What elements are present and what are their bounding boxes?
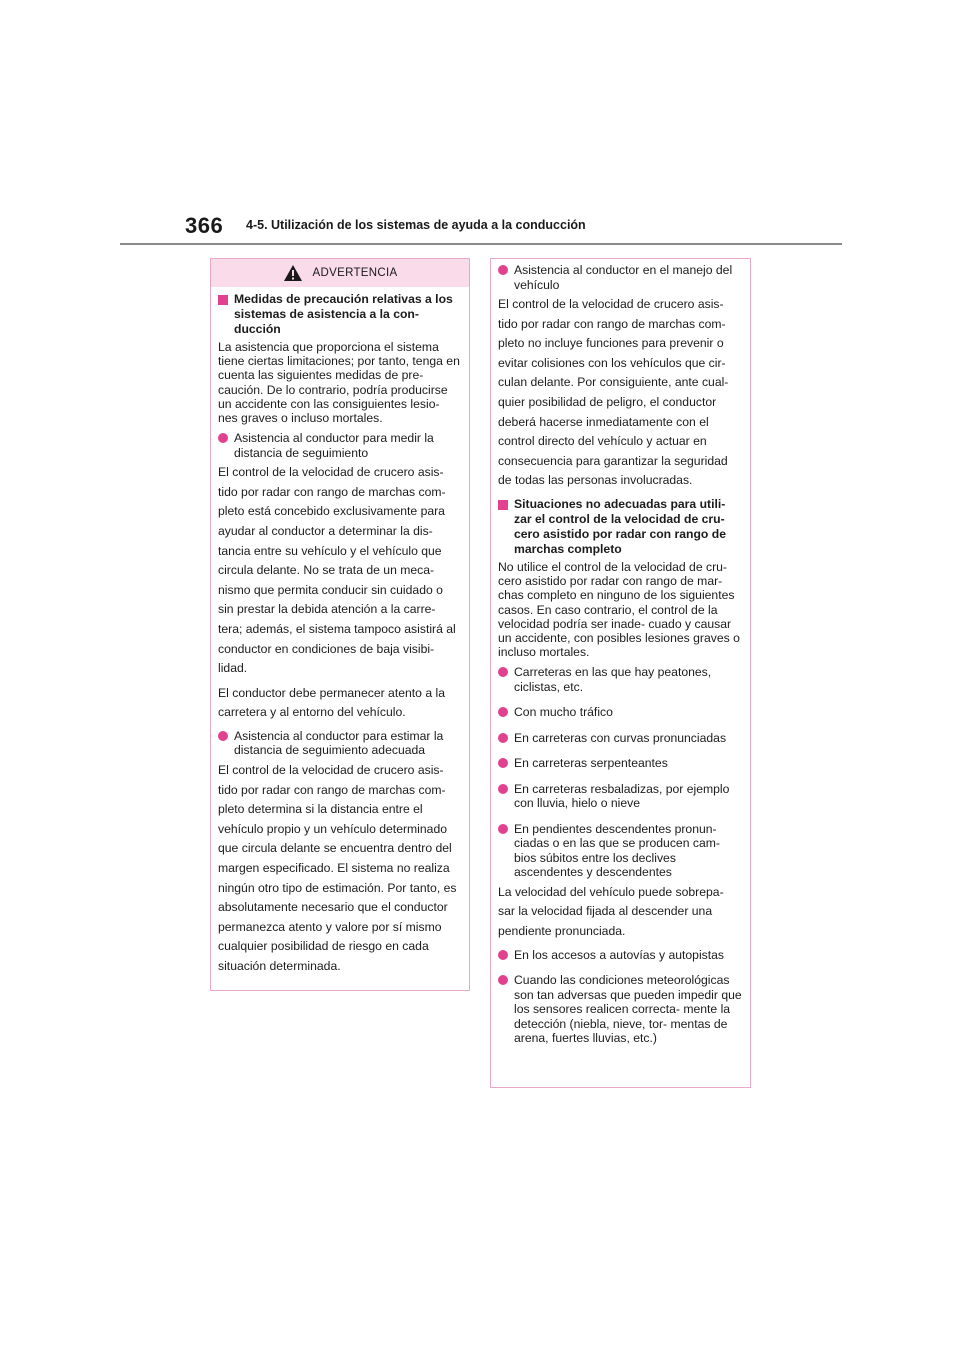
intro-paragraph: No utilice el control de la velocidad de cru- cero asistido por radar con rango de mar- chas completo en ninguno de los siguientes casos. En caso contrario, el control de la velocidad podría ser inade- cuado y causar un accidente, con posibles lesiones graves o incluso mortales. bbox=[498, 559, 740, 660]
bullet-item: Asistencia al conductor para medir la distancia de seguimiento bbox=[218, 431, 461, 460]
paragraph: La velocidad del vehículo puede sobrepa- sar la velocidad fijada al descender una pendiente pronunciada. bbox=[498, 884, 724, 939]
bullet-item: En carreteras serpenteantes bbox=[498, 756, 742, 771]
header-divider bbox=[120, 243, 842, 245]
bullet-item: En pendientes descendentes pronun- ciadas o en las que se producen cam- bios súbitos entre los declives ascendentes y descendentes bbox=[498, 822, 742, 880]
warning-content bbox=[211, 287, 469, 982]
bullet-item: Con mucho tráfico bbox=[498, 705, 742, 720]
section-heading: Medidas de precaución relativas a los sistemas de asistencia a la con- ducción bbox=[218, 292, 461, 337]
paragraph: El control de la velocidad de crucero asis- tido por radar con rango de marchas com- pleto está concebido exclusivamente para ayudar al conductor a determinar la dis- tancia entre su vehículo y el vehículo que circula delante. No se trata de un meca- nismo que permita conducir sin cuidado o sin prestar la debida atención a la carre- tera; además, el sistema tampoco asistirá al conductor en condiciones de baja visibi- lidad. bbox=[218, 465, 456, 676]
bullet-item: Carreteras en las que hay peatones, ciclistas, etc. bbox=[498, 665, 742, 694]
bullet-item: Cuando las condiciones meteorológicas son tan adversas que pueden impedir que los sensores realicen correcta- mente la detección (niebla, nieve, tor- mentas de arena, fuertes lluvias, etc.) bbox=[498, 973, 742, 1046]
warning-title: ADVERTENCIA bbox=[312, 267, 398, 279]
intro-paragraph: La asistencia que proporciona el sistema tiene ciertas limitaciones; por tanto, tenga en cuenta las siguientes medidas de pre- caución. De lo contrario, podría producirse un accidente con las consiguientes lesio- nes graves o incluso mortales. bbox=[218, 340, 460, 426]
bullet-item: Asistencia al conductor para estimar la distancia de seguimiento adecuada bbox=[218, 729, 461, 758]
section-heading: Situaciones no adecuadas para utili- zar el control de la velocidad de cru- cero asistido por radar con rango de marchas completo bbox=[498, 497, 742, 557]
warning-box bbox=[210, 258, 470, 991]
bullet-item: Asistencia al conductor en el manejo del vehículo bbox=[498, 263, 742, 292]
page-number: 366 bbox=[185, 213, 224, 238]
warning-box-continued bbox=[490, 258, 751, 1088]
bullet-item: En carreteras resbaladizas, por ejemplo con lluvia, hielo o nieve bbox=[498, 782, 742, 811]
section-title: 4-5. Utilización de los sistemas de ayuda a la conducción bbox=[246, 218, 586, 232]
bullet-item: En carreteras con curvas pronunciadas bbox=[498, 731, 742, 746]
paragraph: El conductor debe permanecer atento a la carretera y al entorno del vehículo. bbox=[218, 685, 445, 720]
warning-header bbox=[211, 259, 469, 287]
bullet-item: En los accesos a autovías y autopistas bbox=[498, 948, 742, 963]
warning-triangle-icon bbox=[283, 264, 303, 282]
paragraph: El control de la velocidad de crucero asis- tido por radar con rango de marchas com- pleto determina si la distancia entre el vehículo propio y un vehículo determinado que circula delante se encuentra dentro del margen especificado. El sistema no realiza ningún otro tipo de estimación. Por tanto, es absolutamente necesario que el conductor permanezca atento y valore por sí mismo cualquier posibilidad de riesgo en cada situación determinada. bbox=[218, 762, 457, 973]
paragraph: El control de la velocidad de crucero asis- tido por radar con rango de marchas com- pleto no incluye funciones para prevenir o evitar colisiones con los vehículos que cir- culan delante. Por consiguiente, ante cual- quier posibilidad de peligro, el conductor deberá hacerse inmediatamente con el control directo del vehículo y actuar en consecuencia para garantizar la seguridad de todas las personas involucradas. bbox=[498, 297, 729, 488]
